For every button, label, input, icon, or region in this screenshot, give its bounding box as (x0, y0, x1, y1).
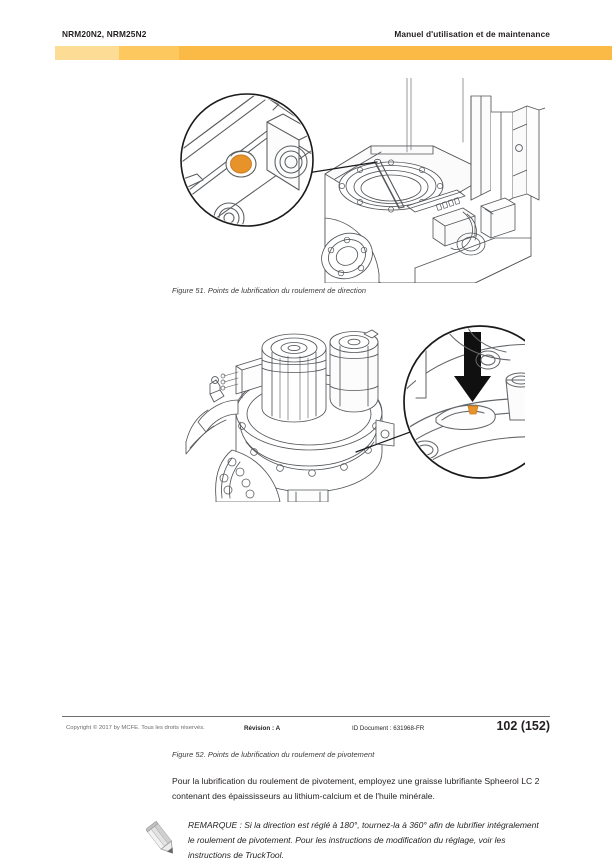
footer-row (62, 717, 550, 741)
figure-51-illustration (175, 78, 545, 283)
figure-51-caption: Figure 51. Points de lubrification du roulement de direction (172, 286, 367, 295)
figure-52-illustration (180, 302, 525, 502)
header-bar-segment-medium (119, 46, 179, 60)
footer-revision: Révision : A (244, 725, 281, 732)
header-bar-segment-light (55, 46, 119, 60)
note-block (146, 818, 546, 863)
note-text: REMARQUE : Si la direction est réglé à 180°, tournez-la à 360° afin de lubrifier intégralement le roulement de pivotement. Pour les instructions de modification du réglage, voir les instructions de TruckTool. (188, 820, 539, 860)
footer-document-id: ID Document : 631968-FR (352, 725, 425, 732)
page-footer (62, 716, 550, 741)
figure-51-block (0, 70, 612, 302)
pencil-icon (146, 820, 180, 860)
page-header (0, 0, 612, 70)
header-model-title: NRM20N2, NRM25N2 (62, 29, 147, 39)
header-accent-bar (0, 46, 612, 60)
footer-page-number: 102 (152) (496, 719, 550, 733)
header-bar-margin (0, 46, 55, 60)
footer-copyright: Copyright © 2017 by MCFE. Tous les droits réservés. (66, 725, 205, 731)
header-manual-title: Manuel d'utilisation et de maintenance (394, 29, 550, 39)
figure-52-caption: Figure 52. Points de lubrification du roulement de pivotement (172, 750, 375, 759)
header-bar-segment-dark (179, 46, 612, 60)
header-titles (62, 29, 550, 39)
body-paragraph: Pour la lubrification du roulement de pivotement, employez une graisse lubrifiante Spheerol LC 2 contenant des épaississeurs au lithium-calcium et de l'huile minérale. (172, 776, 540, 801)
